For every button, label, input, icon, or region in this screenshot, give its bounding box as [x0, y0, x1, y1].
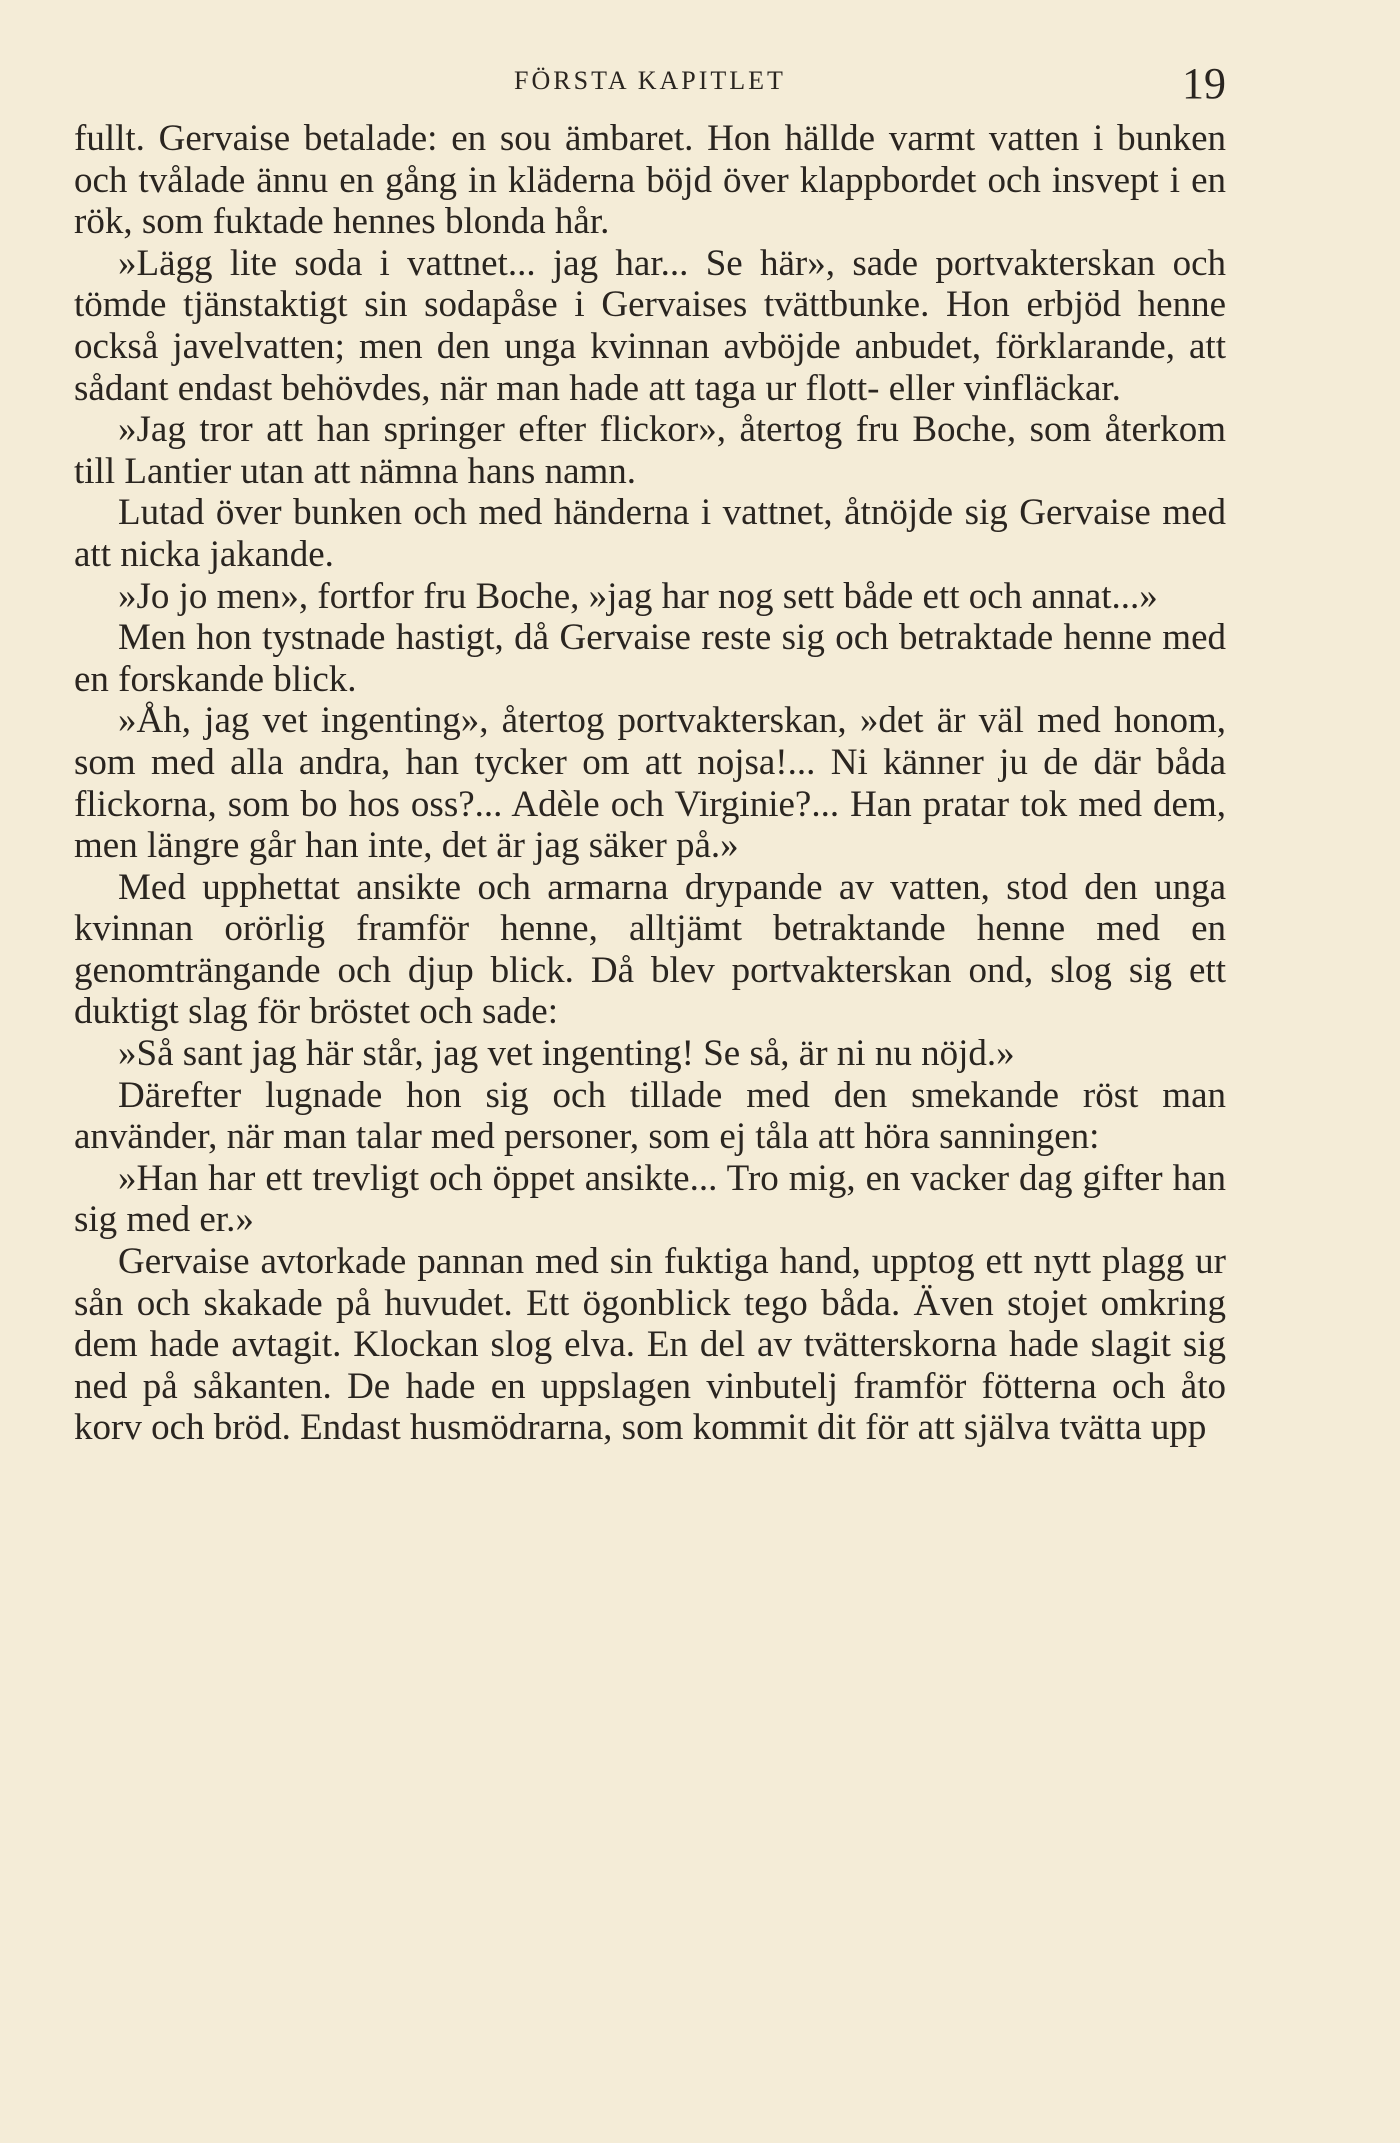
paragraph: fullt. Gervaise betalade: en sou ämbaret. Hon hällde varmt vatten i bunken och tvålade ännu en gång in kläderna böjd över klappbordet och insvept i en rök, som fuktade hennes blonda hår. — [74, 118, 1226, 243]
paragraph: »Jo jo men», fortfor fru Boche, »jag har nog sett både ett och annat...» — [118, 575, 1158, 617]
paragraph: Med upphettat ansikte och armarna drypande av vatten, stod den unga kvinnan orörlig framför henne, alltjämt betraktande henne med en genomträngande och djup blick. Då blev portvakterskan ond, slog sig ett duktigt slag för bröstet och sade: — [74, 866, 1226, 1033]
paragraph: »Han har ett trevligt och öppet ansikte... Tro mig, en vacker dag gifter han sig med er.» — [74, 1157, 1226, 1241]
paragraph: »Så sant jag här står, jag vet ingenting! Se så, är ni nu nöjd.» — [118, 1033, 1015, 1075]
paragraph: Lutad över bunken och med händerna i vattnet, åtnöjde sig Gervaise med att nicka jakande. — [74, 492, 1226, 575]
paragraph: Gervaise avtorkade pannan med sin fuktiga hand, upptog ett nytt plagg ur sån och skakade på huvudet. Ett ögonblick tego båda. Även stojet omkring dem hade avtagit. Klockan slog elva. En del av tvätterskorna hade slagit sig ned på såkanten. De hade en uppslagen vinbutelj framför fötterna och åto korv och bröd. Endast husmödrarna, som kommit dit för att själva tvätta upp — [74, 1241, 1226, 1449]
paragraph: »Lägg lite soda i vattnet... jag har... Se här», sade portvakterskan och tömde tjänstaktigt sin sodapåse i Gervaises tvättbunke. Hon erbjöd henne också javelvatten; men den unga kvinnan avböjde anbudet, förklarande, att sådant endast behövdes, när man hade att taga ur flott- eller vinfläckar. — [74, 242, 1226, 409]
text-body — [74, 118, 1226, 1449]
paragraph: »Jag tror att han springer efter flickor», återtog fru Boche, som återkom till Lantier utan att nämna hans namn. — [74, 409, 1226, 492]
paragraph: Men hon tystnade hastigt, då Gervaise reste sig och betraktade henne med en forskande blick. — [74, 617, 1226, 700]
page-number: 19 — [1182, 59, 1226, 108]
paragraph: Därefter lugnade hon sig och tillade med den smekande röst man använder, när man talar med personer, som ej tåla att höra sanningen: — [74, 1074, 1226, 1158]
paragraph: »Åh, jag vet ingenting», återtog portvakterskan, »det är väl med honom, som med alla andra, han tycker om att nojsa!... Ni känner ju de där båda flickorna, som bo hos oss?... Adèle och Virginie?... Han pratar tok med dem, men längre går han inte, det är jag säker på.» — [74, 700, 1226, 867]
running-title: FÖRSTA KAPITLET — [514, 66, 786, 95]
running-head — [74, 59, 1226, 112]
